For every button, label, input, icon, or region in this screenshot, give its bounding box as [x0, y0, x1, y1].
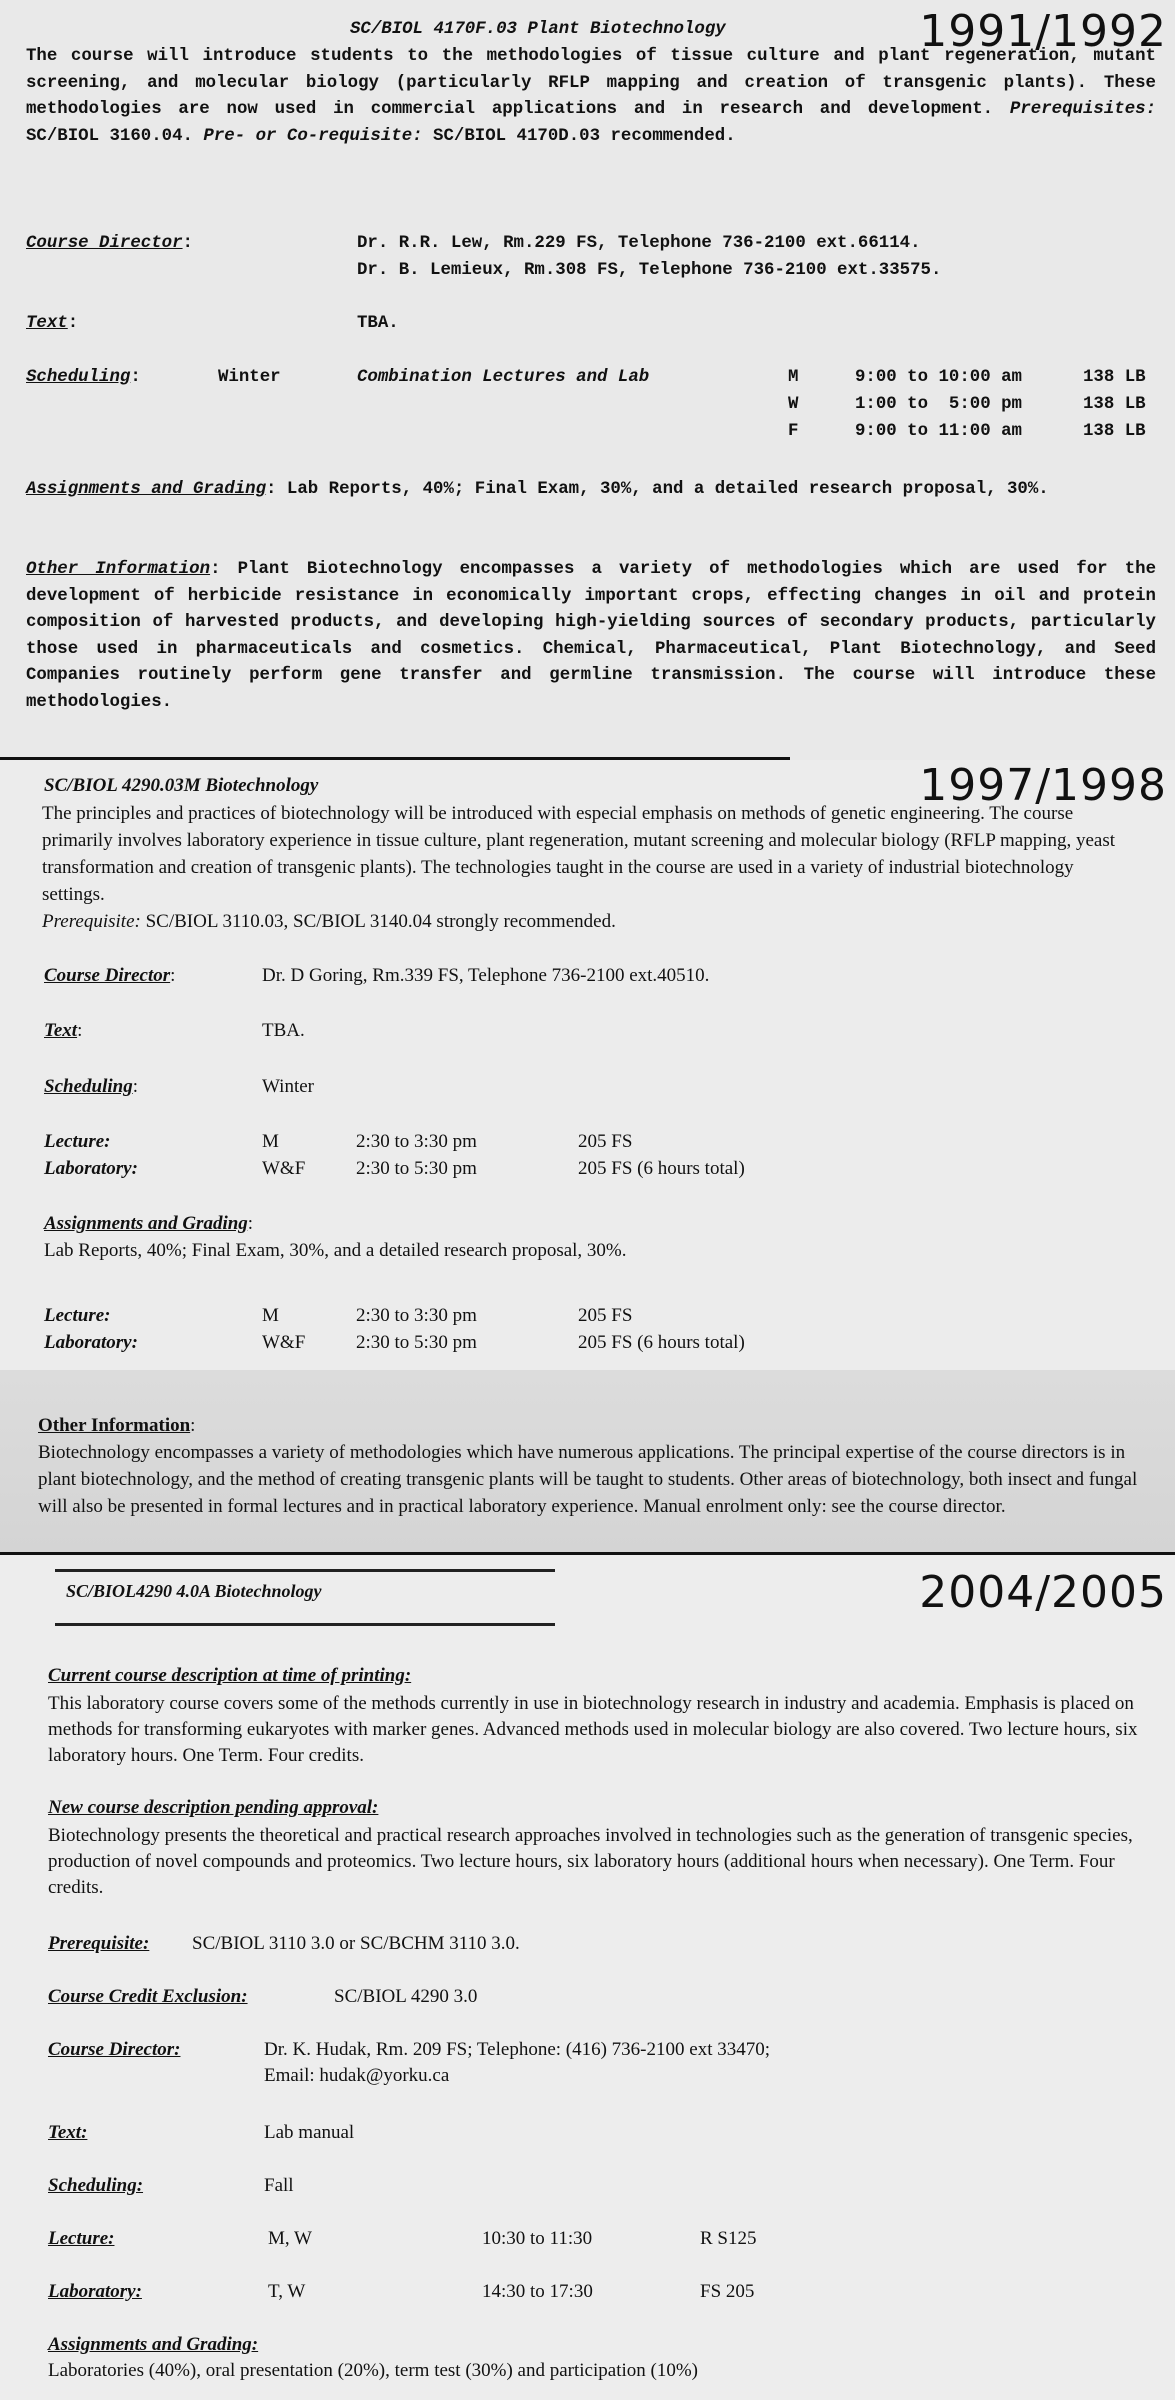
director-1-1991: Dr. R.R. Lew, Rm.229 FS, Telephone 736-2100 ext.66114.: [357, 234, 921, 253]
lab-time-2004: 14:30 to 17:30: [482, 2281, 593, 2302]
course-description-1991: [26, 44, 1156, 150]
coreq-label-1991: Pre- or Co-requisite:: [203, 126, 423, 146]
other-value-1991: Plant Biotechnology encompasses a variety of methodologies which are used for the development of herbicide resistance in economically important crops, effecting changes in oil and protein composition of harvested products, and developing high-yielding sources of secondary products, particularly those used in pharmaceuticals and cosmetics. Chemical, Pharmaceutical, Plant Biotechnology, and Seed Companies routinely perform gene transfer and germline transmission. The course will introduce these methodologies.: [26, 560, 1157, 712]
grading-label-1991: Assignments and Grading:: [26, 480, 277, 499]
new-label-2004: New course description pending approval:: [48, 1797, 379, 1818]
director-label-1991: Course Director:: [26, 234, 193, 253]
year-label-1991: 1991/1992: [919, 6, 1167, 57]
year-label-2004: 2004/2005: [919, 1567, 1167, 1618]
lab-time-1997: 2:30 to 5:30 pm: [356, 1158, 477, 1179]
description-text-1997: The principles and practices of biotechnology will be introduced with especial emphasis on methods of genetic engineering. The course primarily involves laboratory experience in tissue culture, plant regeneration, mutant screening and molecular biology (RFLP mapping, yeast transformation and creation of transgenic plants). The technologies taught in the course are used in a variety of industrial biotechnology settings.: [42, 803, 1116, 905]
year-label-1997: 1997/1998: [919, 760, 1167, 811]
section-1991: [0, 0, 1175, 760]
text-label-1997: Text:: [44, 1020, 83, 1041]
exclusion-label-2004: Course Credit Exclusion:: [48, 1986, 248, 2007]
sched-day-w-1991: W: [788, 395, 799, 414]
term-1997: Winter: [262, 1076, 314, 1097]
scheduling-label-1997: Scheduling:: [44, 1076, 138, 1097]
section-2004: [0, 1555, 1175, 2400]
section-1997: [0, 760, 1175, 1555]
lecture-room-1997-repeat: 205 FS: [578, 1305, 633, 1326]
term-2004: Fall: [264, 2175, 294, 2196]
director-label-1997: Course Director:: [44, 965, 176, 986]
director-2-1991: Dr. B. Lemieux, Rm.308 FS, Telephone 736-2100 ext.33575.: [357, 261, 942, 280]
course-description-1997: [42, 800, 1137, 935]
scheduling-label-1991: Scheduling:: [26, 368, 141, 387]
grading-value-2004: Laboratories (40%), oral presentation (20%), term test (30%) and participation (10%): [48, 2360, 698, 2381]
sched-room-m-1991: 138 LB: [1083, 368, 1146, 387]
sched-time-m-1991: 9:00 to 10:00 am: [855, 368, 1022, 387]
prereq-label-1997: Prerequisite:: [42, 911, 141, 932]
prereq-value-1997: SC/BIOL 3110.03, SC/BIOL 3140.04 strongly recommended.: [145, 911, 616, 932]
title-rule-bottom-2004: [55, 1623, 555, 1626]
director-label-2004: Course Director:: [48, 2039, 181, 2060]
lab-time-1997-repeat: 2:30 to 5:30 pm: [356, 1332, 477, 1353]
text-label-1991: Text:: [26, 314, 79, 333]
other-info-block-1997: [38, 1412, 1138, 1520]
lab-label-1997: Laboratory:: [44, 1158, 138, 1179]
lecture-label-1997-repeat: Lecture:: [44, 1305, 111, 1326]
grading-block-1991: [26, 477, 1156, 504]
exclusion-value-2004: SC/BIOL 4290 3.0: [334, 1986, 478, 2007]
prereq-label-2004: Prerequisite:: [48, 1933, 150, 1954]
term-1991: Winter: [218, 368, 281, 387]
grading-label-2004: Assignments and Grading:: [48, 2334, 259, 2355]
director-1-2004: Dr. K. Hudak, Rm. 209 FS; Telephone: (416) 736-2100 ext 33470;: [264, 2039, 771, 2060]
lab-label-1997-repeat: Laboratory:: [44, 1332, 138, 1353]
lab-room-1997-repeat: 205 FS (6 hours total): [578, 1332, 745, 1353]
lecture-label-2004: Lecture:: [48, 2228, 115, 2249]
other-info-block-1991: [26, 557, 1156, 716]
lab-day-1997: W&F: [262, 1158, 306, 1179]
current-value-2004: This laboratory course covers some of the methods currently in use in biotechnology research in industry and academia. Emphasis is placed on methods for transforming eukaryotes with marker genes. Advanced methods used in molecular biology are also covered. Two lecture hours, six laboratory hours. One Term. Four credits.: [48, 1693, 1138, 1766]
lecture-room-1997: 205 FS: [578, 1131, 633, 1152]
coreq-value-1991: SC/BIOL 4170D.03 recommended.: [433, 126, 736, 146]
grading-label-1997: Assignments and Grading:: [44, 1213, 254, 1234]
lab-day-2004: T, W: [268, 2281, 306, 2302]
lab-room-1997: 205 FS (6 hours total): [578, 1158, 745, 1179]
sched-room-f-1991: 138 LB: [1083, 422, 1146, 441]
lecture-day-1997: M: [262, 1131, 279, 1152]
course-title-1997: SC/BIOL 4290.03M Biotechnology: [44, 775, 319, 796]
text-value-1991: TBA.: [357, 314, 399, 333]
description-text-1991: The course will introduce students to the methodologies of tissue culture and plant regeneration, mutant screening, and molecular biology (particularly RFLP mapping and creation of transgenic plants). These methodologies are now used in commercial applications and in research and development.: [26, 47, 1156, 119]
title-rule-top-2004: [55, 1569, 555, 1572]
text-value-2004: Lab manual: [264, 2122, 355, 2143]
other-label-1997: Other Information:: [38, 1415, 196, 1436]
format-1991: Combination Lectures and Lab: [357, 368, 650, 387]
grading-value-1997: Lab Reports, 40%; Final Exam, 30%, and a detailed research proposal, 30%.: [44, 1240, 627, 1261]
sched-day-m-1991: M: [788, 368, 799, 387]
director-2-2004: Email: hudak@yorku.ca: [264, 2065, 450, 2086]
new-value-2004: Biotechnology presents the theoretical and practical research approaches involved in technologies such as the generation of transgenic species, production of novel compounds and proteomics. Two lecture hours, six laboratory hours (additional hours when necessary). One Term. Four credits.: [48, 1825, 1133, 1898]
sched-room-w-1991: 138 LB: [1083, 395, 1146, 414]
other-value-1997: Biotechnology encompasses a variety of methodologies which have numerous applications. The principal expertise of the course directors is in plant biotechnology, and the method of creating transgenic plants will be taught to students. Other areas of biotechnology, both insect and fungal will also be presented in formal lectures and in practical laboratory experience. Manual enrolment only: see the course director.: [38, 1442, 1138, 1517]
text-label-2004: Text:: [48, 2122, 88, 2143]
lecture-time-1997: 2:30 to 3:30 pm: [356, 1131, 477, 1152]
text-value-1997: TBA.: [262, 1020, 305, 1041]
lecture-time-1997-repeat: 2:30 to 3:30 pm: [356, 1305, 477, 1326]
sched-time-f-1991: 9:00 to 11:00 am: [855, 422, 1022, 441]
lecture-day-2004: M, W: [268, 2228, 312, 2249]
other-label-1991: Other Information:: [26, 560, 221, 579]
lecture-label-1997: Lecture:: [44, 1131, 111, 1152]
course-title-2004: SC/BIOL4290 4.0A Biotechnology: [66, 1581, 322, 1601]
lab-label-2004: Laboratory:: [48, 2281, 142, 2302]
scheduling-label-2004: Scheduling:: [48, 2175, 144, 2196]
director-value-1997: Dr. D Goring, Rm.339 FS, Telephone 736-2100 ext.40510.: [262, 965, 710, 986]
course-title-1991: SC/BIOL 4170F.03 Plant Biotechnology: [350, 20, 726, 39]
sched-time-w-1991: 1:00 to 5:00 pm: [855, 395, 1022, 414]
sched-day-f-1991: F: [788, 422, 799, 441]
lecture-time-2004: 10:30 to 11:30: [482, 2228, 593, 2249]
prereq-value-2004: SC/BIOL 3110 3.0 or SC/BCHM 3110 3.0.: [192, 1933, 520, 1954]
current-label-2004: Current course description at time of printing:: [48, 1665, 412, 1686]
lab-room-2004: FS 205: [700, 2281, 755, 2302]
lab-day-1997-repeat: W&F: [262, 1332, 306, 1353]
prereq-value-1991: SC/BIOL 3160.04.: [26, 126, 193, 146]
prereq-label-1991: Prerequisites:: [1009, 100, 1156, 119]
lecture-day-1997-repeat: M: [262, 1305, 279, 1326]
grading-value-1991: Lab Reports, 40%; Final Exam, 30%, and a detailed research proposal, 30%.: [286, 480, 1049, 499]
lecture-room-2004: R S125: [700, 2228, 757, 2249]
